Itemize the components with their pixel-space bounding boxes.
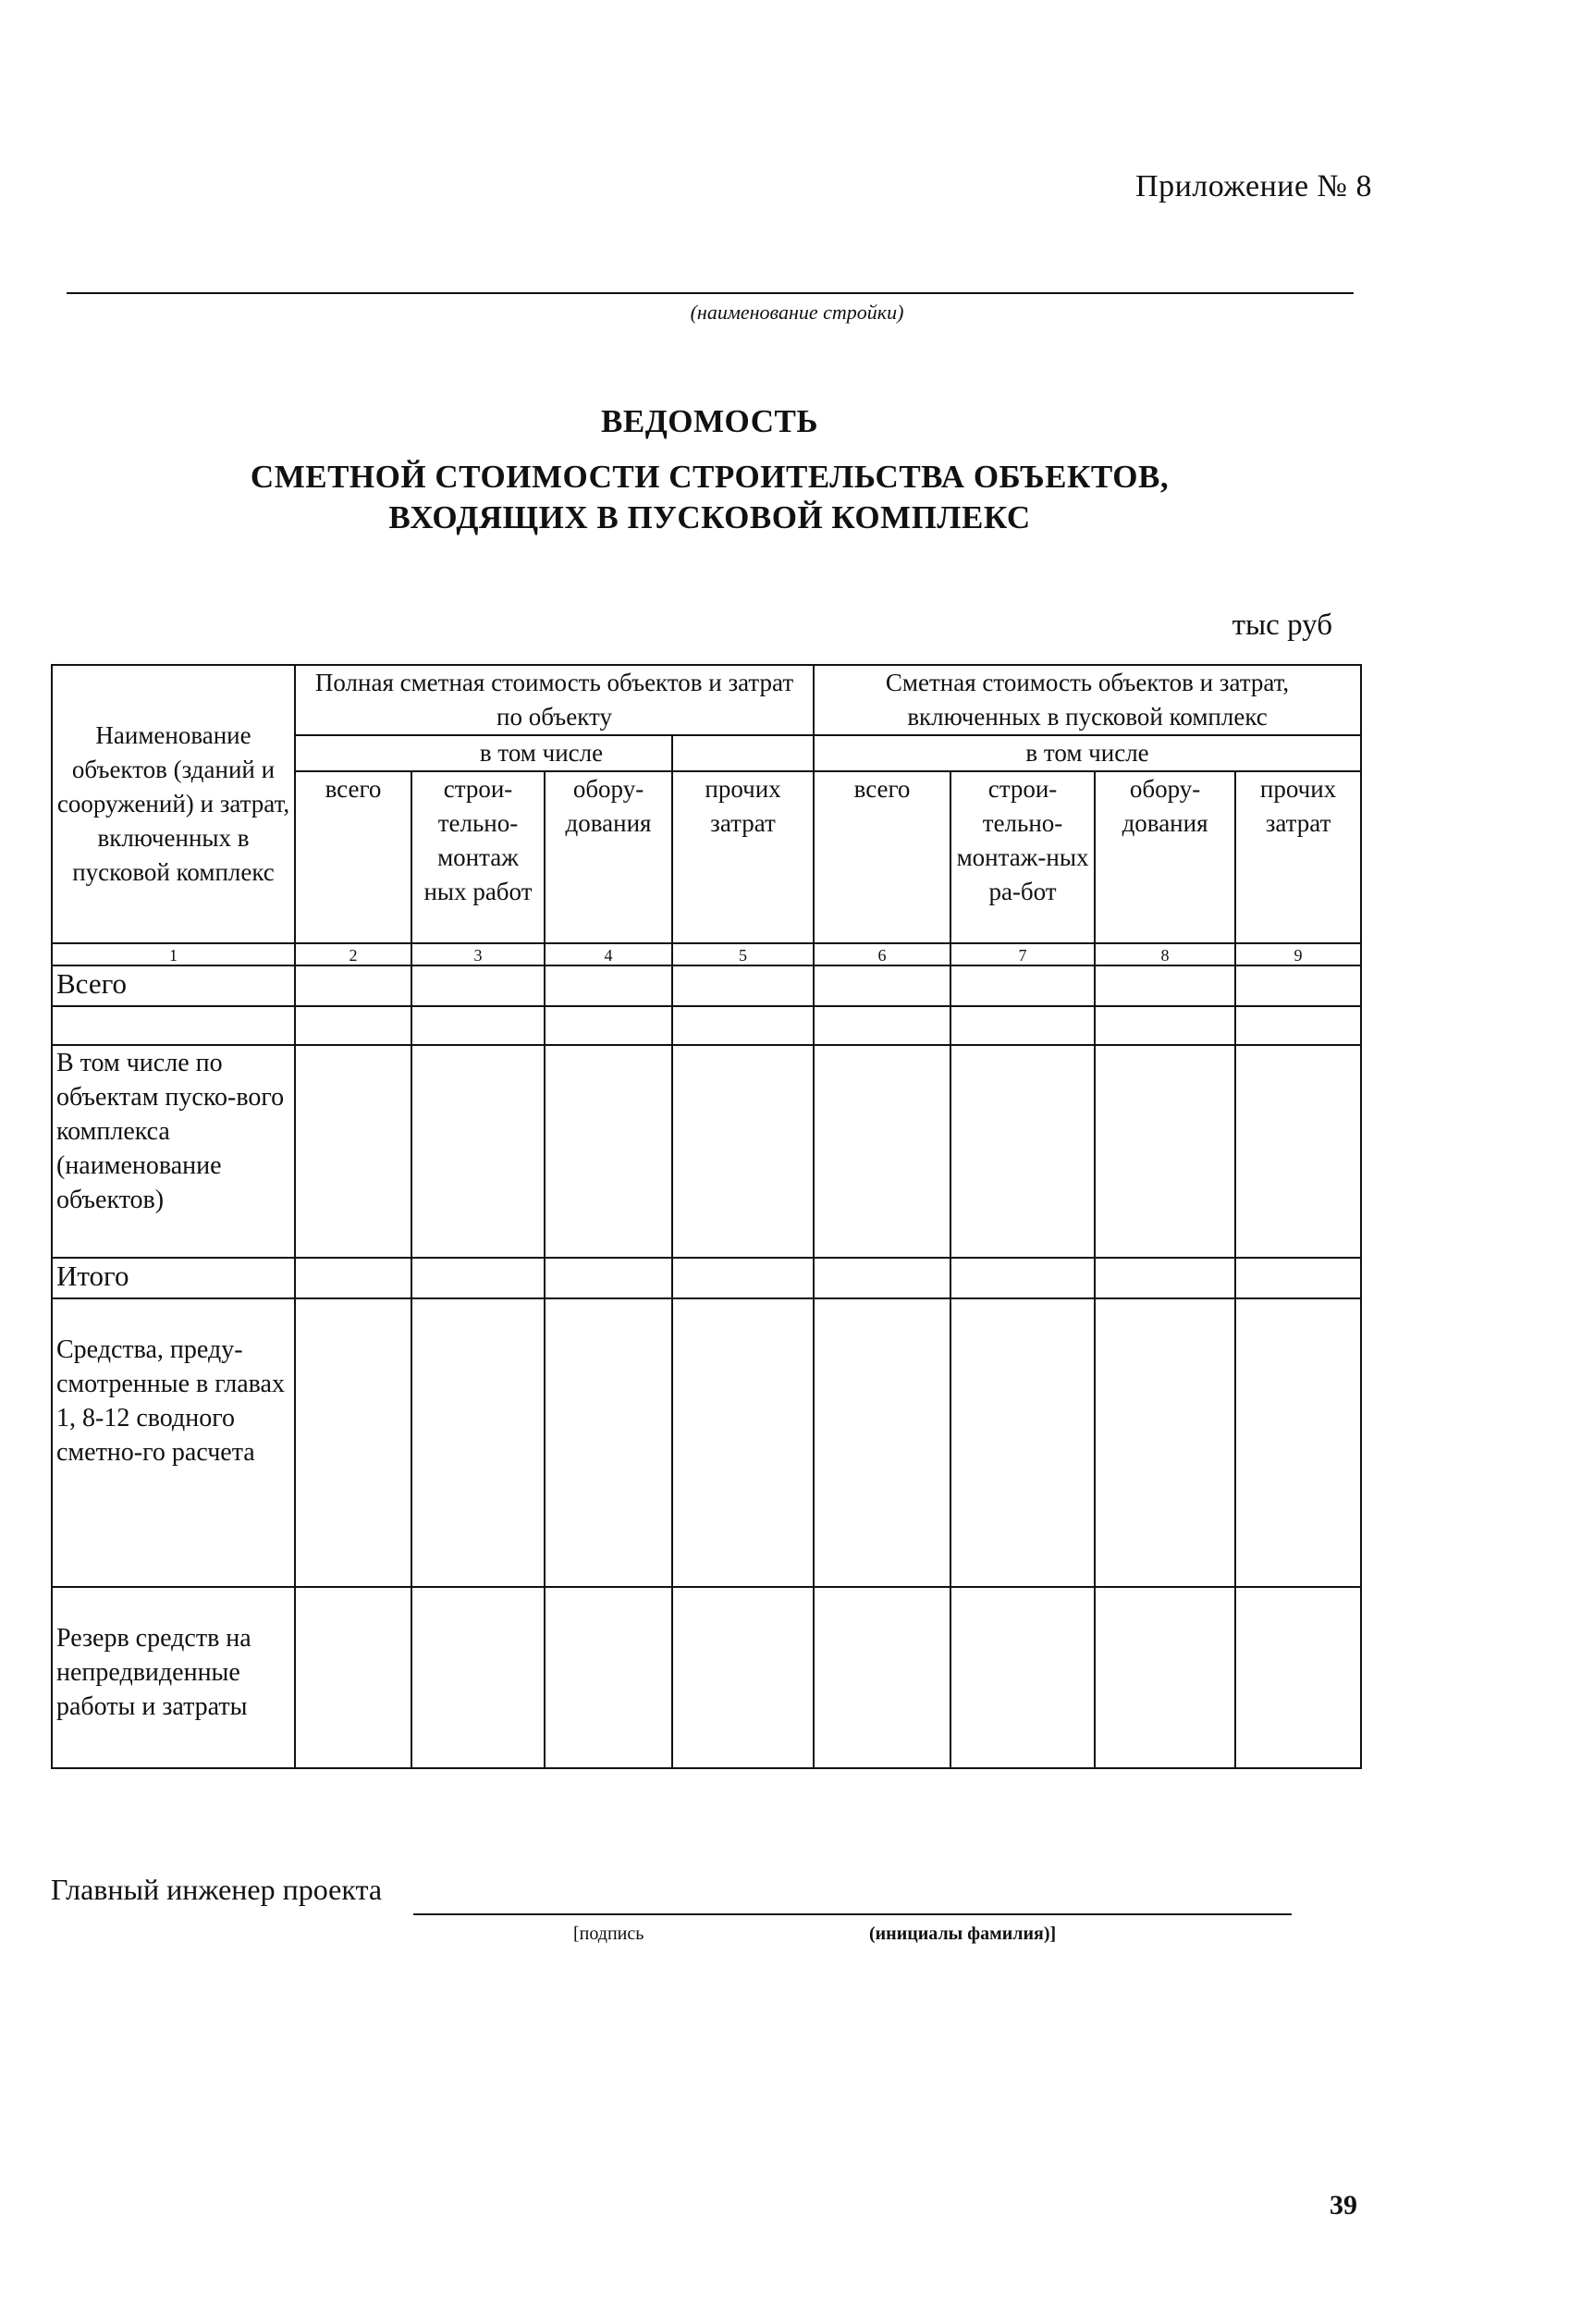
document-title: ВЕДОМОСТЬ xyxy=(601,403,818,439)
header-g2-total: всего xyxy=(814,771,950,943)
document-subtitle-line2: ВХОДЯЩИХ В ПУСКОВОЙ КОМПЛЕКС xyxy=(388,499,1031,535)
document-subtitle-line1: СМЕТНОЙ СТОИМОСТИ СТРОИТЕЛЬСТВА ОБЪЕКТОВ, xyxy=(250,459,1170,495)
col-number-7: 7 xyxy=(950,943,1095,965)
table-row xyxy=(52,1587,1361,1768)
col-number-4: 4 xyxy=(545,943,672,965)
header-g1-total: всего xyxy=(295,771,411,943)
estimate-table xyxy=(51,664,1362,1769)
header-g2-construction: строи-тельно-монтаж-ных ра-бот xyxy=(950,771,1095,943)
col-number-3: 3 xyxy=(411,943,545,965)
header-group2-incl: в том числе xyxy=(814,735,1361,771)
col-number-5: 5 xyxy=(672,943,814,965)
table-row xyxy=(52,1006,1361,1045)
row-label-funds: Средства, преду-смотренные в главах 1, 8-12 сводного сметно-го расчета xyxy=(52,1298,295,1587)
header-full-cost: Полная сметная стоимость объектов и затрат по объекту xyxy=(295,665,814,735)
header-group1-incl: в том числе xyxy=(411,735,672,771)
header-g1-construction: строи-тельно-монтаж ных работ xyxy=(411,771,545,943)
row-label-incl-objects: В том числе по объектам пуско-вого комплекса (наименование объектов) xyxy=(52,1045,295,1258)
header-object-name: Наименование объектов (зданий и сооружений) и затрат, включенных в пусковой комплекс xyxy=(52,665,295,943)
row-label-reserve: Резерв средств на непредвиденные работы и затраты xyxy=(52,1587,295,1768)
signature-label: Главный инженер проекта xyxy=(51,1873,383,1906)
appendix-number: Приложение № 8 xyxy=(1135,169,1372,203)
header-complex-cost: Сметная стоимость объектов и затрат, включенных в пусковой комплекс xyxy=(814,665,1361,735)
table-row xyxy=(52,1258,1361,1298)
col-number-6: 6 xyxy=(814,943,950,965)
construction-name-caption: (наименование стройки) xyxy=(690,301,904,324)
header-g2-other: прочих затрат xyxy=(1235,771,1361,943)
col-number-8: 8 xyxy=(1095,943,1235,965)
row-label-subtotal: Итого xyxy=(52,1258,295,1298)
page-number: 39 xyxy=(1330,2190,1357,2220)
signature-caption-name: (инициалы фамилия)] xyxy=(869,1924,1057,1944)
signature-line xyxy=(413,1913,1292,1915)
col-number-1: 1 xyxy=(52,943,295,965)
table-row xyxy=(52,1298,1361,1587)
col-number-9: 9 xyxy=(1235,943,1361,965)
col-number-2: 2 xyxy=(295,943,411,965)
header-g1-equipment: обору-дования xyxy=(545,771,672,943)
table-row xyxy=(52,1045,1361,1258)
units-label: тыс руб xyxy=(1232,609,1332,642)
signature-caption-sign: [подпись xyxy=(573,1924,644,1944)
header-g2-equipment: обору-дования xyxy=(1095,771,1235,943)
header-g1-other: прочих затрат xyxy=(672,771,814,943)
table-row xyxy=(52,965,1361,1006)
construction-name-line xyxy=(67,292,1354,294)
row-label-total: Всего xyxy=(52,965,295,1006)
